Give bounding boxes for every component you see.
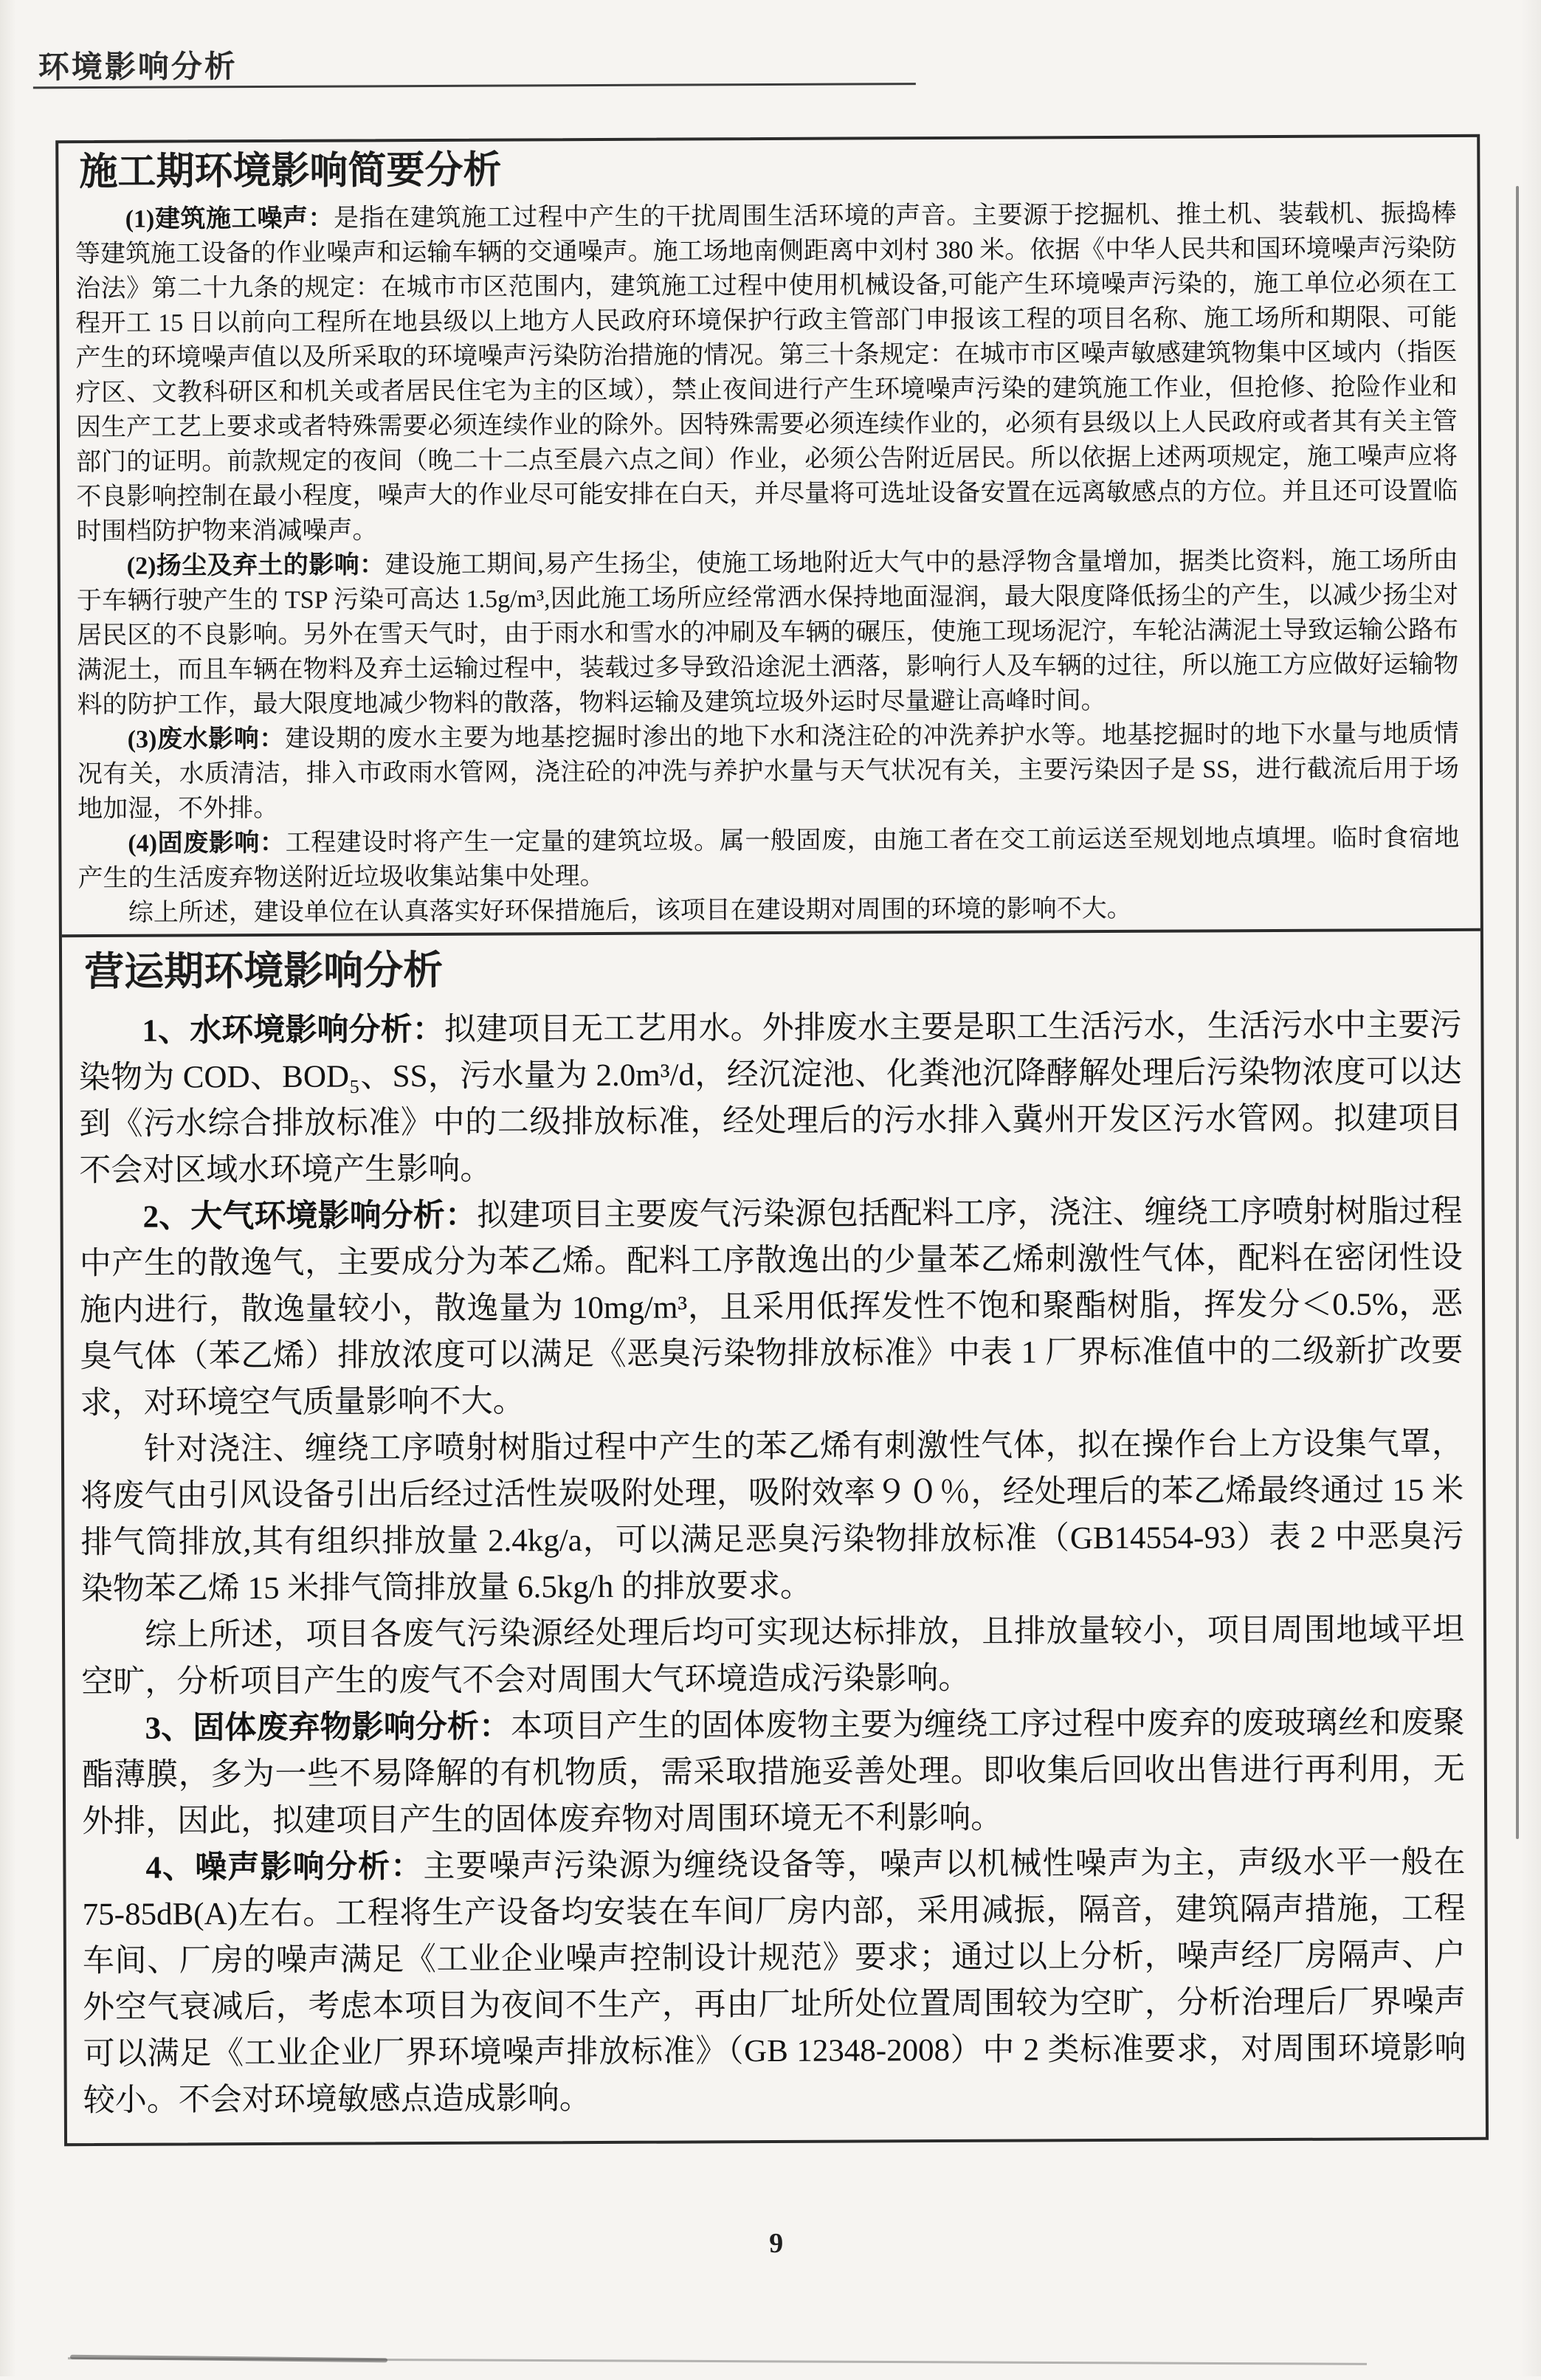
paragraph-lead: (3)废水影响： — [128, 725, 285, 753]
operation-paragraph-styrene-treatment — [80, 1421, 1464, 1612]
operation-section-body — [78, 1002, 1466, 2124]
paragraph-lead: 3、固体废弃物影响分析： — [145, 1710, 511, 1746]
paragraph-text: 是指在建筑施工过程中产生的干扰周围生活环境的声音。主要源于挖掘机、推土机、装载机、振捣棒等建筑施工设备的作业噪声和运输车辆的交通噪声。施工场地南侧距离中刘村 380 米。依据《中华人民共和国环境噪声污染防治法》第二十九条的规定：在城市市区范围内，建筑施工过程中使用机械设备,可能产生环境噪声污染的，施工单位必须在工程开工 15 日以前向工程所在地县级以上地方人民政府环境保护行政主管部门申报该工程的项目名称、施工场所和期限、可能产生的环境噪声值以及所采取的环境噪声污染防治措施的情况。第三十条规定：在城市市区噪声敏感建筑物集中区域内（指医疗区、文教科研区和机关或者居民住宅为主的区域），禁止夜间进行产生环境噪声污染的建筑施工作业，但抢修、抢险作业和因生产工艺上要求或者特殊需要必须连续作业的除外。因特殊需要必须连续作业的，必须有县级以上人民政府或者其有关主管部门的证明。前款规定的夜间（晚二十二点至晨六点之间）作业，必须公告附近居民。所以依据上述两项规定，施工噪声应将不良影响控制在最小程度，噪声大的作业尽可能安排在白天，并尽量将可选址设备安置在远离敏感点的方位。并且还可设置临时围档防护物来消减噪声。 — [75, 200, 1458, 545]
page-title: 环境影响分析 — [38, 42, 238, 87]
paragraph-text: 建设施工期间,易产生扬尘，使施工场地附近大气中的悬浮物含量增加，据类比资料，施工场所由于车辆行驶产生的 TSP 污染可高达 1.5g/m³,因此施工场所应经常洒水保持地面湿润，最大限度降低扬尘的产生，以减少扬尘对居民区的不良影响。另外在雪天气时，由于雨水和雪水的冲刷及车辆的碾压，使施工现场泥泞，车轮沾满泥土导致运输公路布满泥土，而且车辆在物料及弃土运输过程中，装载过多导致沿途泥土洒落，影响行人及车辆的过往，所以施工方应做好运输物料的防护工作，最大限度地减少物料的散落，物料运输及建筑垃圾外运时尽量避让高峰时间。 — [77, 547, 1459, 719]
paragraph-lead: 2、大气环境影响分析： — [142, 1198, 477, 1235]
paragraph-lead: 1、水环境影响分析： — [142, 1013, 444, 1049]
paragraph-text: 主要噪声污染源为缠绕设备等，噪声以机械性噪声为主，声级水平一般在 75-85dB(A)左右。工程将生产设备均安装在车间厂房内部，采用减振，隔音，建筑隔声措施，工程车间、厂房的噪声满足《工业企业噪声控制设计规范》要求；通过以上分析，噪声经厂房隔声、户外空气衰减后，考虑本项目为夜间不生产，再由厂址所处位置周围较为空旷，分析治理后厂界噪声可以满足《工业企业厂界环境噪声排放标准》（GB 12348-2008）中 2 类标准要求，对周围环境影响较小。不会对环境敏感点造成影响。 — [83, 1845, 1466, 2118]
paragraph-text: 拟建项目无工艺用水。外排废水主要是职工生活污水，生活污水中主要污染物为 COD、BOD₅、SS，污水量为 2.0m³/d，经沉淀池、化粪池沉降酵解处理后污染物浓度可以达到《污水综合排放标准》中的二级排放标准，经处理后的污水排入冀州开发区污水管网。拟建项目不会对区域水环境产生影响。 — [79, 1008, 1462, 1188]
operation-section-title: 营运期环境影响分析 — [84, 943, 1461, 995]
construction-section-title: 施工期环境影响简要分析 — [79, 145, 1456, 195]
paragraph-text: 本项目产生的固体废物主要为缠绕工序过程中废弃的废玻璃丝和废聚酯薄膜，多为一些不易降解的有机物质，需采取措施妥善处理。即收集后回收出售进行再利用，无外排，因此，拟建项目产生的固体废弃物对周围环境无不利影响。 — [82, 1705, 1465, 1839]
paragraph-text: 拟建项目主要废气污染源包括配料工序，浇注、缠绕工序喷射树脂过程中产生的散逸气，主要成分为苯乙烯。配料工序散逸出的少量苯乙烯刺激性气体，配料在密闭性设施内进行，散逸量较小，散逸量为 10mg/m³，且采用低挥发性不饱和聚酯树脂，挥发分＜0.5%，恶臭气体（苯乙烯）排放浓度可以满足《恶臭污染物排放标准》中表 1 厂界标准值中的二级新扩改要求，对环境空气质量影响不大。 — [80, 1194, 1464, 1421]
construction-paragraph-solid-waste — [77, 821, 1459, 896]
construction-section-body — [75, 196, 1460, 931]
operation-paragraph-air — [79, 1188, 1463, 1427]
paragraph-lead: 4、噪声影响分析： — [145, 1849, 423, 1886]
operation-paragraph-solid-waste — [81, 1700, 1465, 1845]
operation-period-section — [62, 931, 1486, 2146]
construction-paragraph-wastewater — [77, 717, 1460, 827]
scan-edge-line — [1516, 186, 1519, 1839]
construction-paragraph-dust — [77, 543, 1459, 722]
paragraph-lead: (1)建筑施工噪声： — [125, 204, 334, 232]
paragraph-lead: (2)扬尘及弃土的影响： — [127, 551, 385, 580]
paragraph-text: 建设期的废水主要为地基挖掘时渗出的地下水和浇注砼的冲洗养护水等。地基挖掘时的地下水量与地质情况有关，水质清洁，排入市政雨水管网，浇注砼的冲洗与养护水量与天气状况有关，主要污染因子是 SS，进行截流后用于场地加湿，不外排。 — [77, 720, 1459, 823]
construction-period-section — [58, 137, 1480, 937]
page-number: 9 — [6, 2224, 1541, 2263]
operation-paragraph-air-conclusion — [81, 1607, 1465, 1705]
paragraph-text: 工程建设时将产生一定量的建筑垃圾。属一般固废，由施工者在交工前运送至规划地点填埋。临时食宿地产生的生活废弃物送附近垃圾收集站集中处理。 — [77, 824, 1459, 892]
construction-paragraph-noise — [75, 196, 1458, 549]
document-frame — [55, 134, 1489, 2146]
paragraph-text: 针对浇注、缠绕工序喷射树脂过程中产生的苯乙烯有刺激性气体，拟在操作台上方设集气罩，将废气由引风设备引出后经过活性炭吸附处理，吸附效率９０％，经处理后的苯乙烯最终通过 15 米排气筒排放,其有组织排放量 2.4kg/a，可以满足恶臭污染物排放标准（GB14554-93）表 2 中恶臭污染物苯乙烯 15 米排气筒排放量 6.5kg/h 的排放要求。 — [80, 1427, 1464, 1607]
paragraph-text: 综上所述，项目各废气污染源经处理后均可实现达标排放，且排放量较小，项目周围地域平坦空旷，分析项目产生的废气不会对周围大气环境造成污染影响。 — [81, 1612, 1464, 1700]
operation-paragraph-water — [78, 1002, 1462, 1194]
paragraph-text: 综上所述，建设单位在认真落实好环保措施后，该项目在建设期对周围的环境的影响不大。 — [128, 895, 1132, 927]
construction-paragraph-conclusion — [78, 890, 1460, 931]
paragraph-lead: (4)固废影响： — [128, 829, 285, 858]
operation-paragraph-noise — [82, 1839, 1466, 2124]
